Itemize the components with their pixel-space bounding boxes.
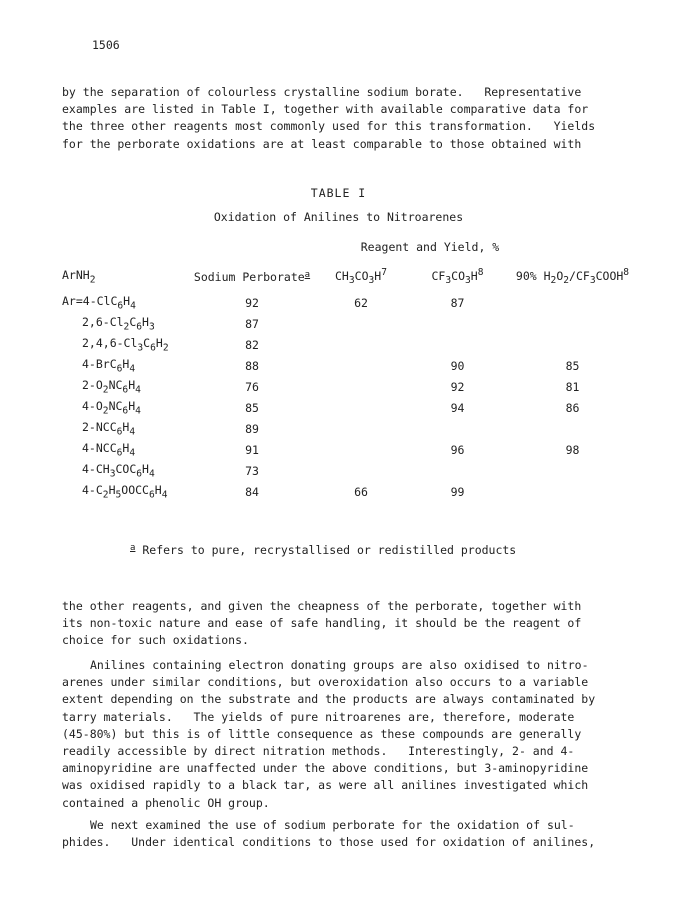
footnote-marker: a bbox=[304, 270, 311, 280]
subscript: 6 bbox=[116, 426, 123, 438]
cf3co3h-yield-cell bbox=[405, 460, 510, 481]
subscript: 6 bbox=[122, 384, 129, 396]
h2o2-tfa-yield-cell: 98 bbox=[565, 442, 580, 457]
header-perborate bbox=[187, 262, 317, 292]
text-line: aminopyridine are unaffected under the above conditions, but 3-aminopyridine bbox=[62, 761, 589, 776]
subscript: 2 bbox=[550, 275, 557, 287]
text-line: contained a phenolic OH group. bbox=[62, 795, 270, 810]
header-text: CO bbox=[354, 269, 369, 284]
footnote-marker: a bbox=[130, 543, 136, 553]
text-line: for the perborate oxidations are at least comparable to those obtained with bbox=[62, 136, 582, 151]
table-row bbox=[62, 292, 635, 313]
substrate-cell bbox=[62, 292, 187, 313]
header-text: Sodium Perborate bbox=[193, 270, 305, 284]
subscript: 4 bbox=[129, 447, 136, 459]
substrate-cell bbox=[62, 418, 187, 439]
header-h2o2-tfa bbox=[510, 262, 635, 292]
formula-text: 4-CH bbox=[82, 461, 110, 476]
subscript: 6 bbox=[150, 342, 156, 354]
formula-text: COC bbox=[115, 461, 137, 476]
formula-text: H bbox=[142, 461, 149, 476]
subscript: 6 bbox=[148, 489, 155, 501]
header-substrate bbox=[62, 262, 187, 292]
table-row bbox=[62, 397, 635, 418]
subscript: 5 bbox=[115, 489, 122, 501]
text-line: choice for such oxidations. bbox=[62, 633, 249, 648]
subscript: 2 bbox=[102, 405, 109, 417]
formula-text: C bbox=[143, 335, 151, 350]
reference-superscript: 8 bbox=[623, 267, 630, 279]
paragraph-intro bbox=[62, 84, 618, 153]
table-row bbox=[62, 355, 635, 376]
substrate-cell bbox=[62, 460, 187, 481]
text-line: the other reagents, and given the cheapness of the perborate, together with bbox=[62, 599, 582, 613]
subscript: 6 bbox=[116, 363, 123, 375]
table-footnote bbox=[130, 543, 516, 557]
ch3co3h-yield-cell bbox=[317, 334, 405, 355]
reference-superscript: 7 bbox=[381, 267, 387, 279]
table-row bbox=[62, 313, 635, 334]
subscript: 4 bbox=[161, 489, 168, 501]
table-header-row bbox=[62, 262, 635, 292]
formula-text: H bbox=[122, 440, 130, 455]
paragraph-donating-groups bbox=[62, 657, 618, 812]
text-line: by the separation of colourless crystalline sodium borate. Representative bbox=[62, 85, 582, 99]
text-line: its non-toxic nature and ease of safe handling, it should be the reagent of bbox=[62, 616, 582, 631]
perborate-yield-cell: 84 bbox=[245, 484, 259, 499]
text-line: examples are listed in Table I, together with available comparative data for bbox=[62, 102, 589, 117]
formula-text: NC bbox=[108, 398, 123, 413]
text-line: was oxidised rapidly to a black tar, as were all anilines investigated which bbox=[62, 778, 589, 793]
ch3co3h-yield-cell: 62 bbox=[354, 295, 368, 310]
h2o2-tfa-yield-cell bbox=[510, 418, 635, 439]
subscript: 2 bbox=[563, 275, 570, 287]
h2o2-tfa-yield-cell bbox=[510, 313, 635, 334]
table-row bbox=[62, 439, 635, 460]
substrate-cell bbox=[62, 334, 187, 355]
header-text: ArNH bbox=[62, 268, 90, 283]
text-line: readily accessible by direct nitration methods. Interestingly, 2- and 4- bbox=[62, 744, 575, 759]
ch3co3h-yield-cell bbox=[317, 439, 405, 460]
perborate-yield-cell: 73 bbox=[245, 463, 259, 478]
perborate-yield-cell: 92 bbox=[245, 295, 259, 310]
cf3co3h-yield-cell: 99 bbox=[450, 484, 465, 499]
subscript: 6 bbox=[136, 321, 143, 333]
subscript: 2 bbox=[162, 342, 169, 354]
h2o2-tfa-yield-cell: 86 bbox=[565, 400, 580, 415]
ch3co3h-yield-cell bbox=[317, 313, 405, 334]
perborate-yield-cell: 87 bbox=[245, 316, 259, 331]
formula-text: 2,4,6-Cl bbox=[82, 335, 138, 350]
subscript: 3 bbox=[445, 275, 452, 287]
header-text: /CF bbox=[569, 269, 590, 284]
table-row bbox=[62, 418, 635, 439]
table-body bbox=[62, 292, 635, 502]
header-text: CH bbox=[335, 269, 349, 284]
h2o2-tfa-yield-cell bbox=[510, 460, 635, 481]
perborate-yield-cell: 85 bbox=[245, 400, 259, 415]
subscript: 4 bbox=[130, 300, 136, 312]
text-line: arenes under similar conditions, but overoxidation also occurs to a variable bbox=[62, 675, 589, 690]
header-text: CF bbox=[431, 269, 446, 284]
h2o2-tfa-yield-cell: 85 bbox=[565, 358, 580, 373]
subscript: 3 bbox=[368, 275, 375, 287]
substrate-cell bbox=[62, 355, 187, 376]
formula-text: H bbox=[142, 314, 149, 329]
subscript: 4 bbox=[148, 468, 155, 480]
header-text: O bbox=[556, 269, 564, 284]
formula-text: H bbox=[122, 356, 130, 371]
formula-text: H bbox=[123, 293, 131, 308]
subscript: 3 bbox=[109, 468, 116, 480]
perborate-yield-cell: 82 bbox=[245, 337, 259, 352]
formula-text: H bbox=[108, 482, 116, 497]
formula-text: 4-NCC bbox=[82, 440, 117, 455]
reference-superscript: 8 bbox=[477, 267, 484, 279]
perborate-yield-cell: 88 bbox=[245, 358, 259, 373]
paragraph-conclusion bbox=[62, 598, 618, 650]
ch3co3h-yield-cell bbox=[317, 355, 405, 376]
paragraph-sulphides bbox=[62, 817, 618, 851]
subscript: 3 bbox=[348, 275, 355, 287]
header-text: COOH bbox=[595, 269, 624, 284]
cf3co3h-yield-cell: 90 bbox=[450, 358, 465, 373]
table-subheader: Reagent and Yield, % bbox=[360, 240, 500, 254]
substrate-cell bbox=[62, 313, 187, 334]
text-line: We next examined the use of sodium perborate for the oxidation of sul- bbox=[90, 818, 575, 832]
ch3co3h-yield-cell bbox=[317, 418, 405, 439]
text-line: phides. Under identical conditions to those used for oxidation of anilines, bbox=[62, 835, 596, 850]
ch3co3h-yield-cell bbox=[317, 397, 405, 418]
subscript: 3 bbox=[148, 321, 155, 333]
substrate-cell bbox=[62, 397, 187, 418]
subscript: 6 bbox=[117, 300, 124, 312]
cf3co3h-yield-cell bbox=[405, 334, 510, 355]
subscript: 2 bbox=[123, 321, 130, 333]
cf3co3h-yield-cell bbox=[405, 313, 510, 334]
cf3co3h-yield-cell: 87 bbox=[450, 295, 465, 310]
table-row bbox=[62, 376, 635, 397]
h2o2-tfa-yield-cell bbox=[510, 334, 635, 355]
h2o2-tfa-yield-cell: 81 bbox=[565, 379, 580, 394]
formula-text: 4-BrC bbox=[82, 356, 117, 371]
subscript: 3 bbox=[589, 275, 596, 287]
ch3co3h-yield-cell: 66 bbox=[354, 484, 368, 499]
subscript: 4 bbox=[129, 426, 136, 438]
ch3co3h-yield-cell bbox=[317, 460, 405, 481]
header-ch3co3h bbox=[317, 262, 405, 292]
header-text: H bbox=[374, 269, 382, 284]
subscript: 4 bbox=[129, 363, 136, 375]
cf3co3h-yield-cell: 92 bbox=[450, 379, 465, 394]
page-number: 1506 bbox=[92, 38, 120, 52]
header-text: CO bbox=[451, 269, 465, 284]
formula-text: H bbox=[154, 482, 162, 497]
text-line: (45-80%) but this is of little consequence as these compounds are generally bbox=[62, 726, 582, 741]
formula-text: 4-O bbox=[82, 398, 103, 413]
subscript: 6 bbox=[122, 405, 129, 417]
h2o2-tfa-yield-cell bbox=[510, 481, 635, 502]
subscript: 4 bbox=[135, 405, 141, 417]
text-line: extent depending on the substrate and the products are always contaminated by bbox=[62, 692, 596, 707]
text-line: Anilines containing electron donating groups are also oxidised to nitro- bbox=[90, 658, 589, 672]
cf3co3h-yield-cell: 94 bbox=[450, 400, 465, 415]
ch3co3h-yield-cell bbox=[317, 376, 405, 397]
substrate-cell bbox=[62, 481, 187, 502]
header-text: 90% H bbox=[515, 269, 551, 284]
footnote-text: Refers to pure, recrystallised or redistilled products bbox=[142, 543, 517, 557]
cf3co3h-yield-cell: 96 bbox=[450, 442, 465, 457]
formula-text: Ar=4-ClC bbox=[62, 293, 118, 308]
formula-text: H bbox=[128, 398, 136, 413]
table-caption: Oxidation of Anilines to Nitroarenes bbox=[213, 210, 464, 224]
formula-text: H bbox=[122, 419, 130, 434]
subscript: 2 bbox=[102, 384, 109, 396]
formula-text: H bbox=[128, 377, 136, 392]
formula-text: C bbox=[129, 314, 137, 329]
table-row bbox=[62, 481, 635, 502]
perborate-yield-cell: 91 bbox=[245, 442, 259, 457]
formula-text: H bbox=[155, 335, 163, 350]
perborate-yield-cell: 76 bbox=[245, 379, 259, 394]
formula-text: 2-NCC bbox=[82, 419, 117, 434]
subscript: 3 bbox=[465, 275, 471, 287]
subscript: 6 bbox=[136, 468, 143, 480]
subscript: 6 bbox=[116, 447, 123, 459]
text-line: the three other reagents most commonly used for this transformation. Yields bbox=[62, 119, 596, 134]
table-title: TABLE I bbox=[310, 186, 367, 200]
formula-text: 2,6-Cl bbox=[82, 314, 124, 329]
header-text: H bbox=[470, 269, 478, 284]
table-row bbox=[62, 460, 635, 481]
header-cf3co3h bbox=[405, 262, 510, 292]
formula-text: OOCC bbox=[121, 482, 149, 497]
subscript: 3 bbox=[137, 342, 144, 354]
formula-text: 4-C bbox=[82, 482, 103, 497]
cf3co3h-yield-cell bbox=[405, 418, 510, 439]
subscript: 4 bbox=[135, 384, 141, 396]
subscript: 2 bbox=[89, 274, 96, 286]
formula-text: 2-O bbox=[82, 377, 103, 392]
substrate-cell bbox=[62, 376, 187, 397]
yield-table bbox=[62, 262, 635, 502]
table-row bbox=[62, 334, 635, 355]
formula-text: NC bbox=[108, 377, 123, 392]
subscript: 2 bbox=[102, 489, 109, 501]
text-line: tarry materials. The yields of pure nitroarenes are, therefore, moderate bbox=[62, 709, 575, 724]
perborate-yield-cell: 89 bbox=[245, 421, 259, 436]
substrate-cell bbox=[62, 439, 187, 460]
h2o2-tfa-yield-cell bbox=[510, 292, 635, 313]
